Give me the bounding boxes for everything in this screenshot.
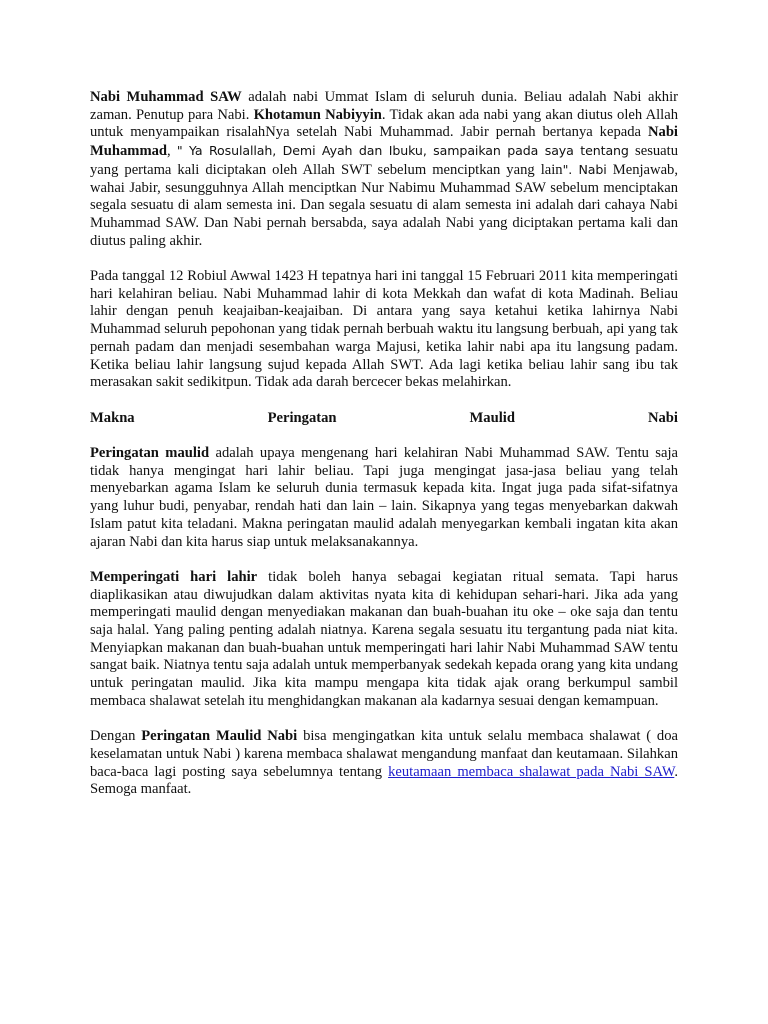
- paragraph-text: Dengan: [90, 728, 142, 745]
- heading-word: Maulid: [469, 409, 515, 426]
- bold-peringatan-maulid: Peringatan maulid: [90, 445, 210, 462]
- paragraph-peringatan: [90, 445, 678, 551]
- quote-end-text: ". Nabi: [562, 161, 607, 177]
- bold-memperingati-hari-lahir: Memperingati hari lahir: [90, 568, 258, 585]
- paragraph-text: sesuatu yang pertama kali diciptakan oleh Allah SWT sebelum menciptkan yang lain: [90, 143, 679, 178]
- heading-word: Nabi: [647, 409, 678, 426]
- paragraph-text: ,: [167, 143, 177, 160]
- paragraph-text: . Semoga manfaat.: [90, 763, 678, 798]
- paragraph-birth: Pada tanggal 12 Robiul Awwal 1423 H tepatnya hari ini tanggal 15 Februari 2011 kita memperingati hari kelahiran beliau. Nabi Muhammad lahir di kota Mekkah dan wafat di kota Madinah. Beliau lahir dengan penuh keajaiban-keajaiban. Di antara yang saya ketahui ketika lahirnya Nabi Muhammad seluruh pepohonan yang tidak pernah berbuah waktu itu langsung berbuah, api yang tak pernah padam dan menjadi sesembahan warga Majusi, ketika lahir nabi apa itu langsung padam. Ketika beliau lahir langsung sujud kepada Allah SWT. Ada lagi ketika beliau lahir sang ibu tak merasakan sakit sedikitpun. Tidak ada darah bercecer bekas melahirkan.: [90, 268, 678, 391]
- bold-nabi-muhammad-saw: Nabi Muhammad SAW: [90, 89, 242, 105]
- section-heading: [90, 410, 678, 428]
- paragraph-text: tidak boleh hanya sebagai kegiatan ritual semata. Tapi harus diaplikasikan atau diwujudkan dalam aktivitas nyata kita di kehidupan sehari-hari. Jika ada yang memperingati maulid dengan menyediakan makanan dan buah-buahan itu oke – oke saja dan tentu saja halal. Yang paling penting adalah niatnya. Karena segala sesuatu itu tergantung pada niat kita. Menyiapkan makanan dan buah-buahan untuk memperingati hari lahir Nabi Muhammad SAW tentu sangat baik. Niatnya tentu saja adalah untuk memperbanyak sedekah kepada orang yang kita undang untuk peringatan maulid. Jika kita mampu mengapa kita tidak ajak orang berkumpul sambil membaca shalawat setelah itu menghidangkan makanan ala kadarnya sesuai dengan kemampuan.: [90, 568, 679, 709]
- paragraph-text: adalah upaya mengenang hari kelahiran Nabi Muhammad SAW. Tentu saja tidak hanya mengingat hari lahir beliau. Tapi juga mengingat jasa-jasa beliau yang telah menyebarkan agama Islam ke seluruh dunia termasuk kepada kita. Ingat juga pada sifat-sifatnya yang luhur budi, penyabar, rendah hati dan lain – lain. Sikapnya yang tegas menyebarkan dakwah Islam patut kita teladani. Makna peringatan maulid adalah menyegarkan kembali ingatan kita akan ajaran Nabi dan kita harus siap untuk melaksanakannya.: [90, 445, 678, 550]
- paragraph-text: Menjawab, wahai Jabir, sesungguhnya Allah menciptkan Nur Nabimu Muhammad SAW sebelum menciptakan segala sesuatu di alam semesta ini. Dan segala sesuatu di alam semesta ini adalah dari cahaya Nabi Muhammad SAW. Dan Nabi pernah bersabda, saya adalah Nabi yang diciptakan pertama kali dan diutus paling akhir.: [90, 161, 678, 249]
- paragraph-text: bisa mengingatkan kita untuk selalu membaca shalawat ( doa keselamatan untuk Nabi ) karena membaca shalawat mengandung manfaat dan keutamaan. Silahkan baca-baca lagi posting saya sebelumnya tentang: [90, 728, 678, 780]
- document-page: [90, 89, 678, 817]
- paragraph-memperingati: [90, 569, 678, 711]
- shalawat-article-link[interactable]: keutamaan membaca shalawat pada Nabi SAW: [388, 763, 675, 780]
- bold-peringatan-maulid-nabi: Peringatan Maulid Nabi: [141, 728, 298, 745]
- bold-khotamun-nabiyyin: Khotamun Nabiyyin: [253, 106, 382, 123]
- paragraph-text: . Tidak akan ada nabi yang akan diutus oleh Allah untuk menyampaikan risalahNya setelah Nabi Muhammad. Jabir pernah bertanya kepada: [90, 106, 678, 141]
- quote-text: " Ya Rosulallah, Demi Ayah dan Ibuku, sampaikan pada saya tentang: [176, 143, 629, 159]
- heading-word: Makna: [90, 409, 135, 426]
- paragraph-closing: [90, 728, 678, 799]
- paragraph-text: adalah nabi Ummat Islam di seluruh dunia. Beliau adalah Nabi akhir zaman. Penutup para Nabi.: [90, 89, 678, 123]
- heading-word: Peringatan: [267, 409, 337, 426]
- bold-nabi-muhammad: Nabi Muhammad: [90, 124, 678, 160]
- paragraph-intro: [90, 89, 678, 250]
